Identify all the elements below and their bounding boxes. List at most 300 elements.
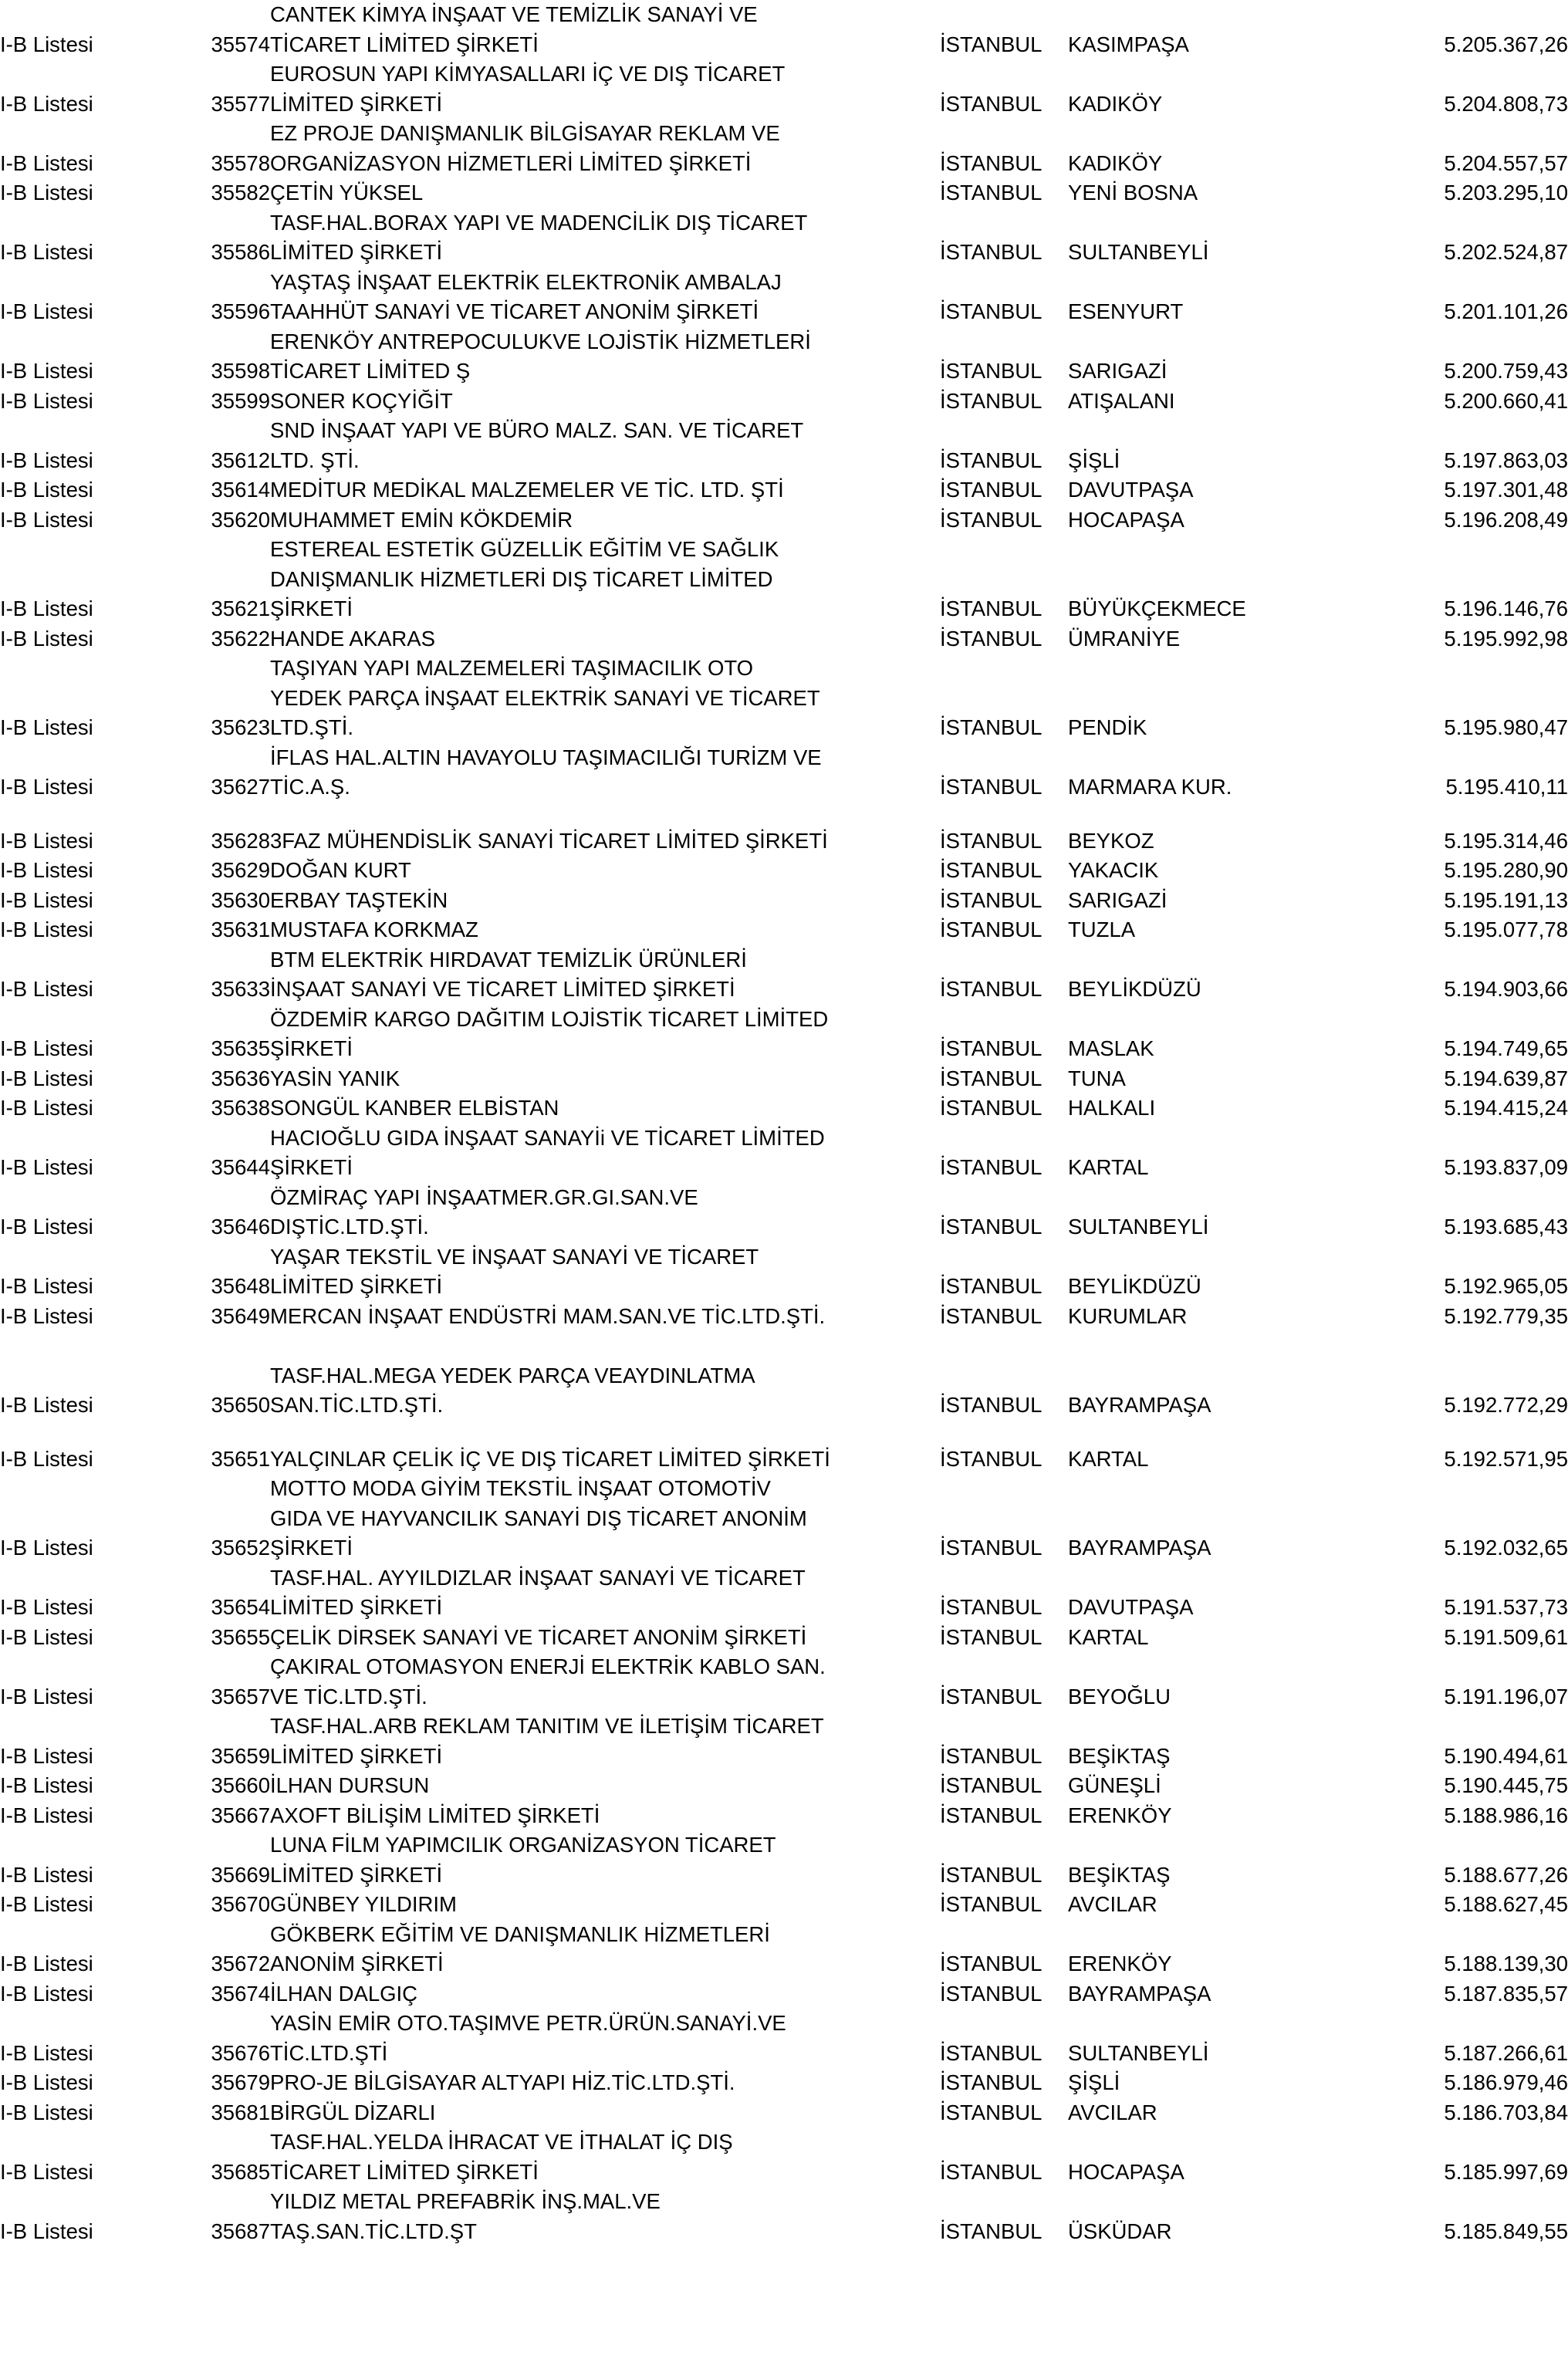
cell-list-label: I-B Listesi xyxy=(0,388,93,413)
cell-company-name: 3FAZ MÜHENDİSLİK SANAYİ TİCARET LİMİTED ŞİRKETİ xyxy=(270,828,828,853)
cell-amount: 5.190.445,75 xyxy=(1444,1773,1568,1797)
cell-list-label xyxy=(0,119,194,149)
cell-province: İSTANBUL xyxy=(940,388,1043,413)
cell-tax-office xyxy=(1068,565,1269,595)
cell-list-label xyxy=(0,208,194,238)
cell-tax-office: YAKACIK xyxy=(1068,858,1159,882)
table-row xyxy=(0,30,1568,60)
cell-tax-office xyxy=(1068,684,1269,714)
cell-tax-office: BEYOĞLU xyxy=(1068,1684,1171,1708)
table-row-continuation xyxy=(0,2009,1568,2039)
cell-sequence-number: 35670 xyxy=(211,1892,270,1916)
cell-company-name: LİMİTED ŞİRKETİ xyxy=(270,240,443,264)
table-row xyxy=(0,1623,1568,1653)
cell-company-name: YEDEK PARÇA İNŞAAT ELEKTRİK SANAYİ VE TİCARET xyxy=(270,685,820,710)
table-row xyxy=(0,1034,1568,1064)
cell-company-name: MERCAN İNŞAAT ENDÜSTRİ MAM.SAN.VE TİC.LTD.ŞTİ. xyxy=(270,1303,826,1328)
table-row xyxy=(0,1742,1568,1772)
cell-tax-office: MARMARA KUR. xyxy=(1068,775,1232,799)
cell-tax-office xyxy=(1068,1005,1269,1035)
cell-list-label: I-B Listesi xyxy=(0,1773,93,1797)
cell-amount: 5.191.537,73 xyxy=(1444,1595,1568,1619)
cell-province: İSTANBUL xyxy=(940,775,1043,799)
cell-company-name: ERBAY TAŞTEKİN xyxy=(270,887,448,912)
cell-tax-office: AVCILAR xyxy=(1068,2100,1157,2124)
table-row xyxy=(0,1153,1568,1183)
table-row-continuation xyxy=(0,2127,1568,2158)
cell-province: İSTANBUL xyxy=(940,858,1043,882)
table-row xyxy=(0,475,1568,505)
cell-amount: 5.196.146,76 xyxy=(1444,597,1568,620)
cell-amount: 5.186.703,84 xyxy=(1444,2100,1568,2124)
cell-tax-office: BEYKOZ xyxy=(1068,828,1154,853)
row-gap-cell xyxy=(0,1421,1568,1445)
cell-province xyxy=(940,119,1068,149)
cell-company-name: TİC.LTD.ŞTİ xyxy=(270,2040,388,2065)
table-row-continuation xyxy=(0,1563,1568,1594)
cell-list-label: I-B Listesi xyxy=(0,858,93,882)
cell-amount: 5.202.524,87 xyxy=(1444,240,1568,264)
cell-list-label: I-B Listesi xyxy=(0,828,93,853)
cell-sequence-number xyxy=(194,2009,270,2039)
cell-company-name: İLHAN DURSUN xyxy=(270,1773,430,1797)
cell-province: İSTANBUL xyxy=(940,1036,1043,1060)
cell-tax-office: BAYRAMPAŞA xyxy=(1068,1393,1211,1417)
cell-company-name: HANDE AKARAS xyxy=(270,626,435,651)
cell-company-name: DOĞAN KURT xyxy=(270,858,411,882)
cell-tax-office: BEYLİKDÜZÜ xyxy=(1068,977,1201,1001)
table-row xyxy=(0,975,1568,1005)
cell-amount xyxy=(1269,535,1568,565)
cell-amount xyxy=(1269,1361,1568,1391)
cell-amount: 5.194.749,65 xyxy=(1444,1036,1568,1060)
cell-province: İSTANBUL xyxy=(940,1303,1043,1328)
table-row xyxy=(0,357,1568,387)
cell-tax-office: ÜMRANİYE xyxy=(1068,626,1181,651)
cell-province xyxy=(940,1504,1068,1534)
cell-sequence-number: 35660 xyxy=(211,1773,270,1797)
cell-company-name: YILDIZ METAL PREFABRİK İNŞ.MAL.VE xyxy=(270,2189,661,2213)
cell-company-name: YAŞAR TEKSTİL VE İNŞAAT SANAYİ VE TİCARET xyxy=(270,1244,759,1269)
cell-sequence-number: 35627 xyxy=(211,775,270,799)
table-row xyxy=(0,1212,1568,1242)
cell-list-label xyxy=(0,1124,194,1154)
cell-list-label: I-B Listesi xyxy=(0,918,93,941)
cell-province: İSTANBUL xyxy=(940,1624,1043,1649)
cell-tax-office xyxy=(1068,268,1269,298)
cell-company-name: ŞİRKETİ xyxy=(270,1155,353,1179)
cell-list-label: I-B Listesi xyxy=(0,1684,93,1708)
table-row-continuation xyxy=(0,327,1568,357)
cell-company-name: TİCARET LİMİTED Ş xyxy=(270,359,471,383)
cell-list-label: I-B Listesi xyxy=(0,1803,93,1827)
cell-tax-office xyxy=(1068,2009,1269,2039)
cell-tax-office xyxy=(1068,1652,1269,1682)
cell-province xyxy=(940,327,1068,357)
cell-sequence-number: 35622 xyxy=(211,626,270,651)
table-row xyxy=(0,826,1568,857)
cell-amount: 5.192.965,05 xyxy=(1444,1274,1568,1298)
cell-list-label xyxy=(0,743,194,773)
cell-company-name: ÖZDEMİR KARGO DAĞITIM LOJİSTİK TİCARET LİMİTED xyxy=(270,1006,829,1031)
cell-company-name: ÇELİK DİRSEK SANAYİ VE TİCARET ANONİM ŞİRKETİ xyxy=(270,1624,807,1649)
cell-amount xyxy=(1269,1712,1568,1742)
cell-sequence-number xyxy=(194,743,270,773)
cell-tax-office xyxy=(1068,743,1269,773)
cell-tax-office: BEŞİKTAŞ xyxy=(1068,1743,1171,1768)
cell-company-name: İFLAS HAL.ALTIN HAVAYOLU TAŞIMACILIĞI TURİZM VE xyxy=(270,745,822,769)
cell-amount xyxy=(1269,1652,1568,1682)
cell-province: İSTANBUL xyxy=(940,2219,1043,2243)
cell-list-label: I-B Listesi xyxy=(0,181,93,204)
cell-company-name: LTD. ŞTİ. xyxy=(270,448,360,472)
cell-province: İSTANBUL xyxy=(940,2040,1043,2065)
cell-province xyxy=(940,1712,1068,1742)
cell-province xyxy=(940,416,1068,446)
cell-sequence-number: 35623 xyxy=(211,715,270,739)
cell-tax-office xyxy=(1068,1563,1269,1594)
cell-amount: 5.205.367,26 xyxy=(1444,32,1568,56)
cell-company-name: MEDİTUR MEDİKAL MALZEMELER VE TİC. LTD. ŞTİ xyxy=(270,478,784,502)
cell-list-label xyxy=(0,0,194,30)
cell-province: İSTANBUL xyxy=(940,32,1043,56)
cell-sequence-number xyxy=(194,1652,270,1682)
cell-province: İSTANBUL xyxy=(940,1096,1043,1120)
cell-sequence-number: 35628 xyxy=(211,828,270,853)
cell-sequence-number xyxy=(194,565,270,595)
cell-sequence-number: 35621 xyxy=(211,597,270,620)
cell-list-label: I-B Listesi xyxy=(0,32,93,56)
cell-list-label: I-B Listesi xyxy=(0,1624,93,1649)
cell-province: İSTANBUL xyxy=(940,2159,1043,2184)
cell-amount: 5.192.772,29 xyxy=(1444,1393,1568,1417)
cell-tax-office: HOCAPAŞA xyxy=(1068,2159,1184,2184)
cell-list-label xyxy=(0,1242,194,1272)
cell-company-name: ÖZMİRAÇ YAPI İNŞAATMER.GR.GI.SAN.VE xyxy=(270,1185,698,1209)
cell-sequence-number xyxy=(194,1712,270,1742)
cell-province: İSTANBUL xyxy=(940,1892,1043,1916)
cell-list-label xyxy=(0,1331,194,1361)
cell-amount xyxy=(1269,59,1568,90)
cell-list-label xyxy=(0,1183,194,1213)
cell-province xyxy=(940,208,1068,238)
cell-province: İSTANBUL xyxy=(940,1862,1043,1887)
cell-province: İSTANBUL xyxy=(940,1952,1043,1975)
cell-list-label: I-B Listesi xyxy=(0,2070,93,2094)
cell-sequence-number: 35630 xyxy=(211,887,270,912)
cell-amount: 5.195.280,90 xyxy=(1444,858,1568,882)
cell-tax-office xyxy=(1068,1474,1269,1504)
cell-tax-office: SARIGAZİ xyxy=(1068,359,1168,383)
cell-company-name: ŞİRKETİ xyxy=(270,1536,353,1560)
cell-sequence-number xyxy=(194,208,270,238)
cell-tax-office: SARIGAZİ xyxy=(1068,887,1168,912)
cell-tax-office xyxy=(1068,2127,1269,2158)
cell-sequence-number: 35629 xyxy=(211,858,270,882)
table-row-continuation xyxy=(0,1712,1568,1742)
cell-list-label xyxy=(0,2187,194,2217)
table-row-continuation xyxy=(0,0,1568,30)
table-row-continuation xyxy=(0,1331,1568,1361)
cell-province: İSTANBUL xyxy=(940,478,1043,502)
cell-tax-office: SULTANBEYLİ xyxy=(1068,240,1209,264)
table-row xyxy=(0,238,1568,268)
cell-tax-office: BEŞİKTAŞ xyxy=(1068,1862,1171,1887)
cell-list-label: I-B Listesi xyxy=(0,1274,93,1298)
cell-province: İSTANBUL xyxy=(940,1155,1043,1179)
cell-sequence-number: 35672 xyxy=(211,1952,270,1975)
cell-sequence-number xyxy=(194,268,270,298)
cell-tax-office: KASIMPAŞA xyxy=(1068,32,1189,56)
cell-company-name: TASF.HAL.ARB REKLAM TANITIM VE İLETİŞİM TİCARET xyxy=(270,1714,824,1738)
cell-list-label: I-B Listesi xyxy=(0,1393,93,1417)
cell-province: İSTANBUL xyxy=(940,299,1043,323)
cell-sequence-number: 35614 xyxy=(211,478,270,502)
cell-amount xyxy=(1269,1183,1568,1213)
cell-tax-office: MASLAK xyxy=(1068,1036,1154,1060)
cell-province: İSTANBUL xyxy=(940,240,1043,264)
cell-province xyxy=(940,2009,1068,2039)
row-gap xyxy=(0,803,1568,826)
cell-company-name: ÇETİN YÜKSEL xyxy=(270,181,424,204)
cell-company-name: LİMİTED ŞİRKETİ xyxy=(270,1743,443,1768)
cell-company-name: LİMİTED ŞİRKETİ xyxy=(270,1862,443,1887)
cell-amount xyxy=(1269,208,1568,238)
cell-amount: 5.192.571,95 xyxy=(1444,1446,1568,1471)
cell-province: İSTANBUL xyxy=(940,918,1043,941)
cell-tax-office xyxy=(1068,1920,1269,1950)
cell-amount: 5.191.196,07 xyxy=(1444,1684,1568,1708)
cell-list-label: I-B Listesi xyxy=(0,359,93,383)
cell-province: İSTANBUL xyxy=(940,1274,1043,1298)
table-row xyxy=(0,1093,1568,1124)
cell-list-label: I-B Listesi xyxy=(0,1892,93,1916)
table-row xyxy=(0,1949,1568,1979)
cell-province: İSTANBUL xyxy=(940,150,1043,175)
cell-company-name: TAŞIYAN YAPI MALZEMELERİ TAŞIMACILIK OTO xyxy=(270,656,754,680)
cell-province: İSTANBUL xyxy=(940,977,1043,1001)
cell-amount xyxy=(1269,1920,1568,1950)
cell-list-label: I-B Listesi xyxy=(0,1155,93,1179)
cell-company-name: YAŞTAŞ İNŞAAT ELEKTRİK ELEKTRONİK AMBALAJ xyxy=(270,269,782,294)
cell-amount xyxy=(1269,327,1568,357)
cell-tax-office: SULTANBEYLİ xyxy=(1068,1215,1209,1239)
cell-sequence-number: 35681 xyxy=(211,2100,270,2124)
cell-list-label: I-B Listesi xyxy=(0,1303,93,1328)
cell-company-name: BİRGÜL DİZARLI xyxy=(270,2100,436,2124)
cell-amount xyxy=(1269,1124,1568,1154)
cell-company-name: ERENKÖY ANTREPOCULUKVE LOJİSTİK HİZMETLERİ xyxy=(270,329,811,353)
cell-tax-office: TUNA xyxy=(1068,1066,1126,1090)
cell-amount xyxy=(1269,1331,1568,1361)
cell-amount xyxy=(1269,268,1568,298)
cell-company-name: YALÇINLAR ÇELİK İÇ VE DIŞ TİCARET LİMİTED ŞİRKETİ xyxy=(270,1446,830,1471)
cell-amount: 5.196.208,49 xyxy=(1444,507,1568,532)
cell-tax-office: BAYRAMPAŞA xyxy=(1068,1536,1211,1560)
cell-province: İSTANBUL xyxy=(940,1066,1043,1090)
cell-sequence-number xyxy=(194,1242,270,1272)
cell-province xyxy=(940,1124,1068,1154)
table-row xyxy=(0,624,1568,654)
cell-province xyxy=(940,268,1068,298)
cell-sequence-number: 35648 xyxy=(211,1274,270,1298)
cell-sequence-number: 35574 xyxy=(211,32,270,56)
cell-tax-office: KADIKÖY xyxy=(1068,91,1163,116)
cell-tax-office xyxy=(1068,1361,1269,1391)
cell-sequence-number xyxy=(194,684,270,714)
cell-sequence-number: 35638 xyxy=(211,1096,270,1120)
cell-list-label xyxy=(0,1920,194,1950)
cell-list-label xyxy=(0,945,194,975)
cell-list-label xyxy=(0,416,194,446)
cell-sequence-number: 35635 xyxy=(211,1036,270,1060)
cell-company-name: TİCARET LİMİTED ŞİRKETİ xyxy=(270,32,539,56)
cell-tax-office: ERENKÖY xyxy=(1068,1803,1172,1827)
cell-tax-office xyxy=(1068,1124,1269,1154)
cell-company-name: TASF.HAL.YELDA İHRACAT VE İTHALAT İÇ DIŞ xyxy=(270,2130,733,2154)
cell-amount xyxy=(1269,743,1568,773)
cell-list-label xyxy=(0,2009,194,2039)
cell-tax-office xyxy=(1068,1712,1269,1742)
cell-amount: 5.194.415,24 xyxy=(1444,1096,1568,1120)
cell-company-name: ANONİM ŞİRKETİ xyxy=(270,1952,444,1975)
cell-sequence-number: 35644 xyxy=(211,1155,270,1179)
cell-company-name: PRO-JE BİLGİSAYAR ALTYAPI HİZ.TİC.LTD.ŞTİ. xyxy=(270,2070,735,2094)
cell-tax-office xyxy=(1068,1504,1269,1534)
table-row-continuation xyxy=(0,565,1568,595)
cell-sequence-number: 35582 xyxy=(211,181,270,204)
table-row-continuation xyxy=(0,945,1568,975)
cell-province xyxy=(940,945,1068,975)
table-row xyxy=(0,1302,1568,1332)
table-row-continuation xyxy=(0,1830,1568,1861)
cell-list-label: I-B Listesi xyxy=(0,1952,93,1975)
table-row xyxy=(0,2217,1568,2247)
cell-province: İSTANBUL xyxy=(940,1773,1043,1797)
row-gap xyxy=(0,1421,1568,1445)
cell-amount: 5.195.191,13 xyxy=(1444,887,1568,912)
cell-amount: 5.201.101,26 xyxy=(1444,299,1568,323)
cell-company-name: YASİN YANIK xyxy=(270,1066,400,1090)
cell-company-name: MUSTAFA KORKMAZ xyxy=(270,918,478,941)
table-row xyxy=(0,915,1568,945)
cell-tax-office: KARTAL xyxy=(1068,1155,1149,1179)
cell-list-label: I-B Listesi xyxy=(0,1215,93,1239)
cell-sequence-number: 35636 xyxy=(211,1066,270,1090)
table-row xyxy=(0,1272,1568,1302)
cell-company-name: EZ PROJE DANIŞMANLIK BİLGİSAYAR REKLAM VE xyxy=(270,121,780,145)
cell-list-label: I-B Listesi xyxy=(0,507,93,532)
cell-province: İSTANBUL xyxy=(940,626,1043,651)
cell-sequence-number: 35669 xyxy=(211,1862,270,1887)
cell-amount xyxy=(1269,945,1568,975)
cell-company-name xyxy=(270,1331,940,1361)
cell-tax-office: ŞİŞLİ xyxy=(1068,448,1120,472)
cell-tax-office: HOCAPAŞA xyxy=(1068,507,1184,532)
cell-company-name: DIŞTİC.LTD.ŞTİ. xyxy=(270,1215,429,1239)
cell-sequence-number: 35650 xyxy=(211,1393,270,1417)
cell-amount: 5.195.077,78 xyxy=(1444,918,1568,941)
cell-sequence-number xyxy=(194,2187,270,2217)
cell-list-label: I-B Listesi xyxy=(0,2159,93,2184)
cell-tax-office: KARTAL xyxy=(1068,1624,1149,1649)
cell-amount xyxy=(1269,119,1568,149)
cell-sequence-number: 35598 xyxy=(211,359,270,383)
cell-list-label xyxy=(0,268,194,298)
table-row-continuation xyxy=(0,1183,1568,1213)
cell-tax-office: DAVUTPAŞA xyxy=(1068,1595,1194,1619)
cell-company-name: YASİN EMİR OTO.TAŞIMVE PETR.ÜRÜN.SANAYİ.VE xyxy=(270,2011,786,2035)
cell-list-label xyxy=(0,1005,194,1035)
cell-tax-office xyxy=(1068,535,1269,565)
cell-sequence-number xyxy=(194,2127,270,2158)
cell-sequence-number: 35679 xyxy=(211,2070,270,2094)
cell-sequence-number xyxy=(194,1504,270,1534)
cell-list-label xyxy=(0,654,194,684)
cell-list-label xyxy=(0,1361,194,1391)
cell-company-name: SONER KOÇYİĞİT xyxy=(270,388,453,413)
cell-province xyxy=(940,565,1068,595)
table-row xyxy=(0,505,1568,536)
cell-list-label: I-B Listesi xyxy=(0,887,93,912)
cell-sequence-number: 35586 xyxy=(211,240,270,264)
table-row xyxy=(0,149,1568,179)
cell-sequence-number: 35633 xyxy=(211,977,270,1001)
cell-company-name: MUHAMMET EMİN KÖKDEMİR xyxy=(270,507,573,532)
cell-province: İSTANBUL xyxy=(940,1536,1043,1560)
cell-sequence-number: 35649 xyxy=(211,1303,270,1328)
cell-amount xyxy=(1269,1005,1568,1035)
table-row-continuation xyxy=(0,208,1568,238)
cell-tax-office xyxy=(1068,945,1269,975)
cell-list-label xyxy=(0,1563,194,1594)
cell-province: İSTANBUL xyxy=(940,1684,1043,1708)
cell-company-name: MOTTO MODA GİYİM TEKSTİL İNŞAAT OTOMOTİV xyxy=(270,1476,771,1500)
cell-province xyxy=(940,1331,1068,1361)
table-row xyxy=(0,594,1568,624)
cell-company-name: SND İNŞAAT YAPI VE BÜRO MALZ. SAN. VE TİCARET xyxy=(270,418,804,442)
table-row-continuation xyxy=(0,416,1568,446)
cell-sequence-number xyxy=(194,1361,270,1391)
cell-company-name: TASF.HAL.MEGA YEDEK PARÇA VEAYDINLATMA xyxy=(270,1363,755,1387)
cell-company-name: DANIŞMANLIK HİZMETLERİ DIŞ TİCARET LİMİTED xyxy=(270,566,773,591)
cell-amount: 5.193.685,43 xyxy=(1444,1215,1568,1239)
cell-company-name: LUNA FİLM YAPIMCILIK ORGANİZASYON TİCARET xyxy=(270,1833,776,1857)
cell-province: İSTANBUL xyxy=(940,181,1043,204)
cell-list-label: I-B Listesi xyxy=(0,2040,93,2065)
cell-sequence-number: 35657 xyxy=(211,1684,270,1708)
cell-list-label: I-B Listesi xyxy=(0,240,93,264)
cell-tax-office xyxy=(1068,59,1269,90)
cell-province: İSTANBUL xyxy=(940,1595,1043,1619)
cell-province xyxy=(940,2187,1068,2217)
cell-amount: 5.200.759,43 xyxy=(1444,359,1568,383)
cell-amount xyxy=(1269,654,1568,684)
cell-province: İSTANBUL xyxy=(940,91,1043,116)
table-row-continuation xyxy=(0,1652,1568,1682)
cell-amount xyxy=(1269,416,1568,446)
table-row xyxy=(0,178,1568,208)
cell-amount: 5.204.808,73 xyxy=(1444,91,1568,116)
cell-tax-office: HALKALI xyxy=(1068,1096,1156,1120)
cell-company-name: ESTEREAL ESTETİK GÜZELLİK EĞİTİM VE SAĞLIK xyxy=(270,537,779,561)
cell-sequence-number: 35654 xyxy=(211,1595,270,1619)
cell-company-name: EUROSUN YAPI KİMYASALLARI İÇ VE DIŞ TİCARET xyxy=(270,62,786,86)
cell-amount: 5.195.314,46 xyxy=(1444,828,1568,853)
cell-list-label: I-B Listesi xyxy=(0,977,93,1001)
table-row-continuation xyxy=(0,1242,1568,1272)
cell-list-label xyxy=(0,1652,194,1682)
